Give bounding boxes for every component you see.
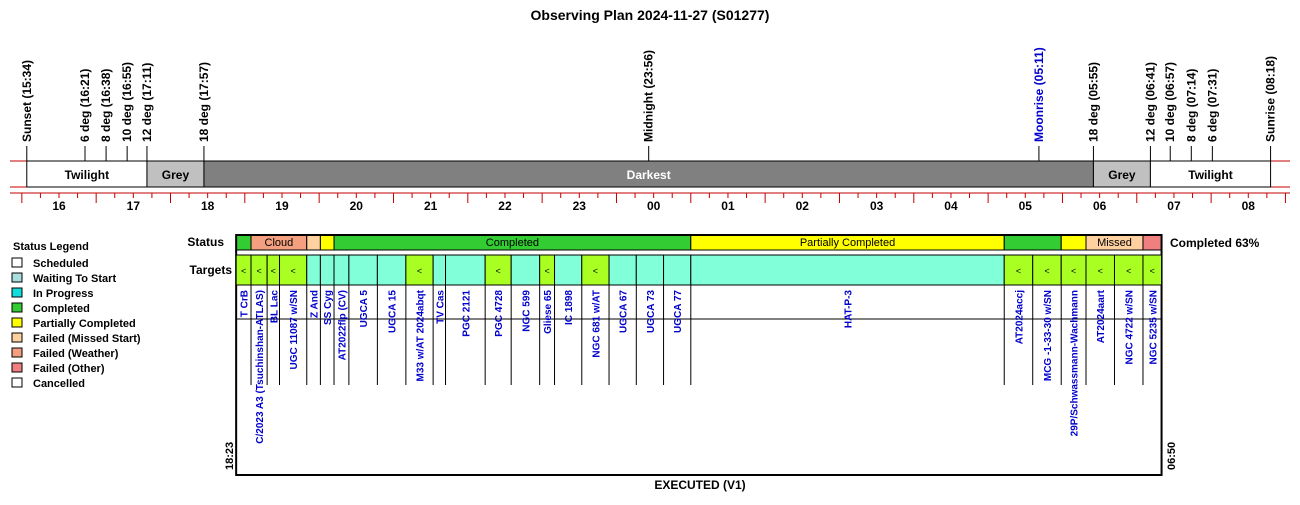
night-bands bbox=[10, 161, 1290, 187]
target-name: Gliese 65 bbox=[543, 290, 555, 334]
hour-tick-label: 18 bbox=[200, 199, 215, 213]
legend-item-label: Cancelled bbox=[33, 378, 85, 390]
night-band-label: Grey bbox=[1108, 168, 1136, 182]
event-label: 6 deg (07:31) bbox=[1205, 68, 1220, 142]
hour-tick-label: 20 bbox=[349, 199, 363, 213]
target-name: C/2023 A3 (Tsuchinshan-ATLAS) bbox=[255, 290, 267, 444]
status-segment bbox=[236, 235, 251, 250]
target-block bbox=[307, 255, 321, 285]
status-segment bbox=[320, 235, 334, 250]
status-segment-label: Cloud bbox=[264, 237, 294, 249]
plan-end-time: 06:50 bbox=[1166, 441, 1178, 470]
target-marker: < bbox=[416, 266, 423, 276]
event-label: 18 deg (17:57) bbox=[196, 61, 211, 142]
status-segment bbox=[307, 235, 321, 250]
target-name: UGCA 15 bbox=[387, 290, 399, 333]
legend-item-label: In Progress bbox=[33, 288, 94, 300]
event-label: 12 deg (17:11) bbox=[139, 62, 154, 142]
event-label: 8 deg (16:38) bbox=[99, 68, 114, 142]
target-marker: < bbox=[290, 266, 296, 276]
target-name: NGC 681 w/AT bbox=[591, 290, 603, 358]
legend-item-label: Waiting To Start bbox=[33, 273, 117, 285]
hour-tick-label: 23 bbox=[572, 199, 586, 213]
status-segment-label: Completed bbox=[485, 237, 540, 249]
target-marker: < bbox=[1126, 266, 1132, 276]
status-segment-label: Partially Completed bbox=[799, 237, 896, 249]
target-name: UGCA 67 bbox=[618, 290, 630, 333]
target-name: MCG -1-33-30 w/SN bbox=[1042, 290, 1054, 382]
hour-tick-label: 03 bbox=[869, 199, 884, 213]
legend-item-label: Partially Completed bbox=[33, 318, 136, 330]
target-block bbox=[636, 255, 663, 285]
target-block bbox=[664, 255, 691, 285]
hour-tick-label: 07 bbox=[1167, 199, 1181, 213]
hour-tick-label: 04 bbox=[944, 199, 958, 213]
event-label: 6 deg (16:21) bbox=[78, 68, 93, 142]
target-block bbox=[609, 255, 636, 285]
target-block bbox=[334, 255, 349, 285]
hour-tick-label: 05 bbox=[1018, 199, 1032, 213]
target-block bbox=[320, 255, 334, 285]
target-name: HAT-P-3 bbox=[843, 290, 855, 329]
target-marker: < bbox=[1149, 266, 1155, 276]
event-markers bbox=[20, 47, 1278, 161]
target-marker: < bbox=[544, 266, 550, 276]
target-name: UGCA 77 bbox=[673, 290, 685, 333]
night-band-label: Grey bbox=[161, 168, 190, 182]
target-block bbox=[446, 255, 486, 285]
target-name: T CrB bbox=[239, 290, 251, 318]
target-name: PGC 4728 bbox=[494, 290, 506, 337]
hour-tick-label: 00 bbox=[646, 199, 661, 213]
target-name: Z And bbox=[309, 290, 321, 318]
legend-swatch bbox=[12, 273, 22, 282]
status-row bbox=[236, 235, 1161, 250]
target-name: 29P/Schwassmann-Wachmann bbox=[1069, 290, 1081, 437]
target-marker: < bbox=[1070, 266, 1077, 276]
target-block bbox=[691, 255, 1004, 285]
event-label: Moonrise (05:11) bbox=[1031, 47, 1046, 142]
legend-item-label: Failed (Missed Start) bbox=[33, 333, 141, 345]
status-row-label: Status bbox=[187, 235, 224, 249]
legend-item-label: Completed bbox=[33, 303, 90, 315]
status-segment bbox=[1061, 235, 1086, 250]
night-band-label: Darkest bbox=[626, 168, 671, 182]
completion-percentage: Completed 63% bbox=[1170, 236, 1260, 250]
night-band-label: Twilight bbox=[1188, 168, 1233, 182]
event-label: 8 deg (07:14) bbox=[1184, 68, 1199, 142]
legend-swatch bbox=[12, 303, 22, 312]
legend-item-label: Scheduled bbox=[33, 258, 89, 270]
target-name: NGC 5235 w/SN bbox=[1148, 290, 1160, 365]
plan-footer-label: EXECUTED (V1) bbox=[654, 478, 746, 492]
event-label: Midnight (23:56) bbox=[641, 50, 656, 142]
target-name: SS Cyg bbox=[323, 290, 335, 326]
target-marker: < bbox=[1097, 266, 1103, 276]
hour-tick-label: 01 bbox=[721, 199, 735, 213]
hour-axis bbox=[10, 193, 1290, 213]
targets-row-label: Targets bbox=[189, 263, 232, 277]
legend-swatch bbox=[12, 318, 22, 327]
hour-tick-label: 22 bbox=[498, 199, 512, 213]
hour-tick-label: 16 bbox=[52, 199, 66, 213]
hour-tick-label: 17 bbox=[126, 199, 141, 213]
target-name: AT2024aart bbox=[1096, 290, 1108, 344]
legend-swatch bbox=[12, 333, 22, 342]
legend-swatch bbox=[12, 348, 22, 357]
target-block bbox=[555, 255, 582, 285]
status-segment bbox=[1004, 235, 1061, 250]
legend-item-label: Failed (Weather) bbox=[33, 348, 119, 360]
legend-swatch bbox=[12, 363, 22, 372]
target-marker: < bbox=[240, 266, 247, 276]
target-block bbox=[433, 255, 445, 285]
event-label: 10 deg (16:55) bbox=[120, 61, 135, 142]
event-label: Sunset (15:34) bbox=[19, 59, 34, 142]
status-legend bbox=[12, 241, 141, 390]
target-marker: < bbox=[256, 266, 262, 276]
target-name: AT2024accj bbox=[1014, 290, 1026, 345]
hour-tick-label: 06 bbox=[1092, 199, 1107, 213]
legend-title: Status Legend bbox=[13, 241, 89, 253]
hour-tick-label: 19 bbox=[275, 199, 289, 213]
event-label: 10 deg (06:57) bbox=[1163, 61, 1178, 142]
target-name: TV Cas bbox=[435, 290, 447, 324]
legend-swatch bbox=[12, 258, 22, 267]
target-name: UGC 11087 w/SN bbox=[289, 290, 301, 370]
chart-title: Observing Plan 2024-11-27 (S01277) bbox=[530, 7, 770, 23]
event-label: Sunrise (08:18) bbox=[1263, 55, 1278, 142]
target-name: IC 1898 bbox=[564, 290, 576, 326]
hour-tick-label: 21 bbox=[423, 199, 438, 213]
target-name: NGC 599 bbox=[521, 290, 533, 332]
target-marker: < bbox=[495, 266, 501, 276]
event-label: 18 deg (05:55) bbox=[1086, 61, 1101, 142]
target-name: M33 w/AT 2024abqt bbox=[415, 290, 427, 382]
target-marker: < bbox=[592, 266, 599, 276]
status-segment bbox=[1143, 235, 1162, 250]
target-block bbox=[377, 255, 405, 285]
target-name: NGC 4722 w/SN bbox=[1124, 290, 1136, 365]
target-name: BL Lac bbox=[269, 290, 281, 324]
hour-tick-label: 08 bbox=[1241, 199, 1255, 213]
status-segment-label: Missed bbox=[1097, 237, 1132, 249]
target-block bbox=[511, 255, 539, 285]
legend-swatch bbox=[12, 378, 22, 387]
target-marker: < bbox=[1044, 266, 1050, 276]
night-band-label: Twilight bbox=[64, 168, 110, 182]
target-marker: < bbox=[1015, 266, 1022, 276]
target-name: UGCA 73 bbox=[645, 290, 657, 333]
target-name: AT2022flp (CV) bbox=[337, 290, 349, 361]
target-name: PGC 2121 bbox=[461, 290, 473, 337]
legend-item-label: Failed (Other) bbox=[33, 363, 105, 375]
target-block bbox=[349, 255, 377, 285]
event-label: 12 deg (06:41) bbox=[1143, 61, 1158, 142]
legend-swatch bbox=[12, 288, 22, 297]
target-marker: < bbox=[270, 266, 276, 276]
hour-tick-label: 02 bbox=[795, 199, 809, 213]
target-name: UGCA 5 bbox=[359, 290, 371, 328]
targets-row bbox=[236, 235, 1161, 475]
plan-start-time: 18:23 bbox=[224, 441, 236, 470]
